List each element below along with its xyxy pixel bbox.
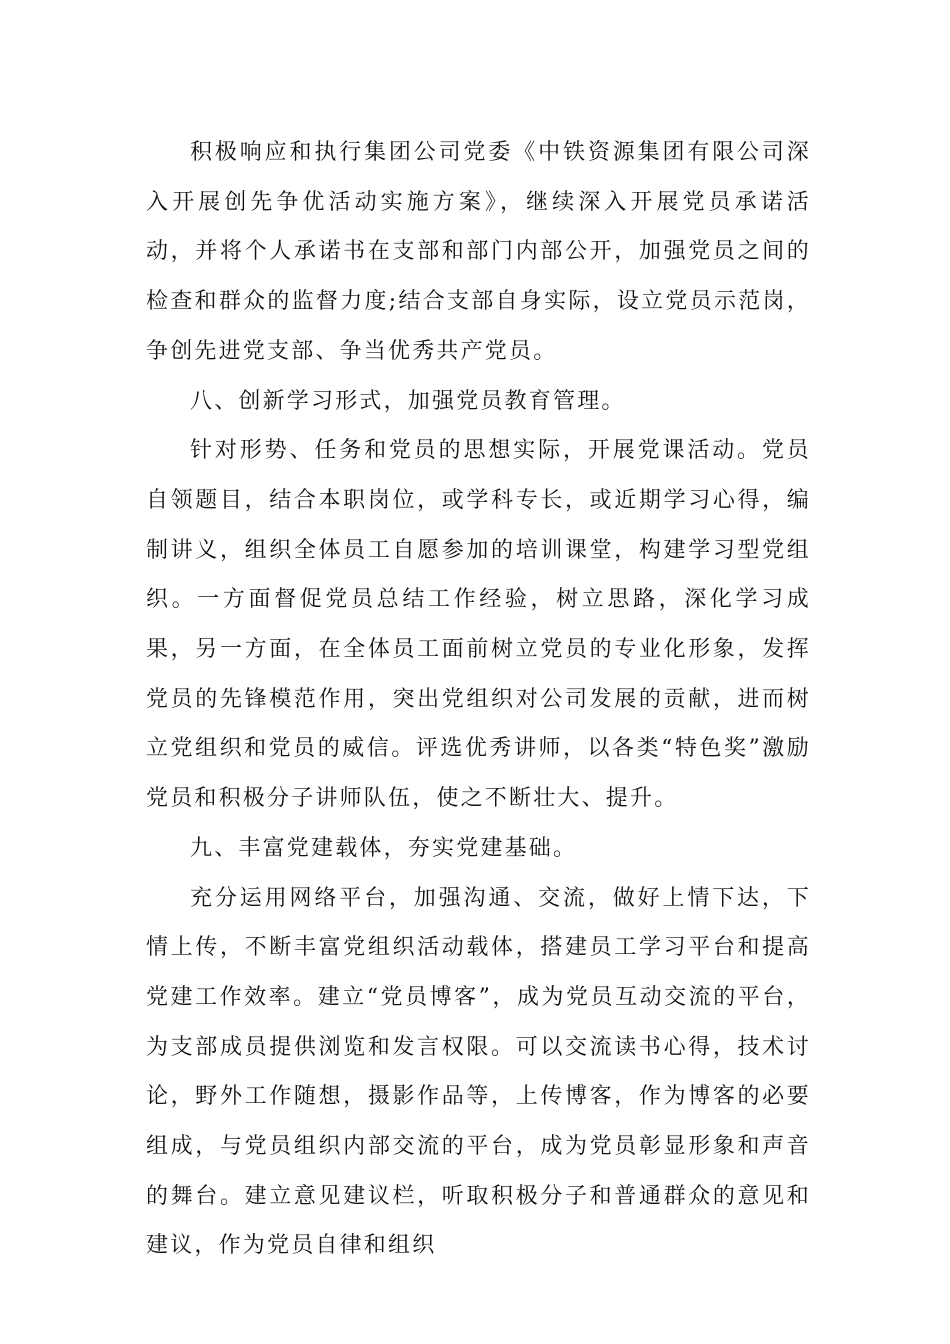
document-body [146, 128, 811, 1271]
paragraph-commitment: 积极响应和执行集团公司党委《中铁资源集团有限公司深入开展创先争优活动实施方案》，继续深入开展党员承诺活动，并将个人承诺书在支部和部门内部公开，加强党员之间的检查和群众的监督力度;结合支部自身实际，设立党员示范岗，争创先进党支部、争当优秀共产党员。 [146, 140, 811, 364]
paragraph-network-platform: 充分运用网络平台，加强沟通、交流，做好上情下达，下情上传，不断丰富党组织活动载体，搭建员工学习平台和提高党建工作效率。建立“党员博客”，成为党员互动交流的平台，为支部成员提供浏览和发言权限。可以交流读书心得，技术讨论，野外工作随想，摄影作品等，上传博客，作为博客的必要组成，与党员组织内部交流的平台，成为党员彰显形象和声音的舞台。建立意见建议栏，听取积极分子和普通群众的意见和建议，作为党员自律和组织 [146, 885, 811, 1259]
heading-section-8: 八、创新学习形式，加强党员教育管理。 [190, 388, 626, 414]
heading-section-9: 九、丰富党建载体，夯实党建基础。 [190, 835, 578, 861]
paragraph-party-lessons: 针对形势、任务和党员的思想实际，开展党课活动。党员自领题目，结合本职岗位，或学科专长，或近期学习心得，编制讲义，组织全体员工自愿参加的培训课堂，构建学习型党组织。一方面督促党员总结工作经验，树立思路，深化学习成果，另一方面，在全体员工面前树立党员的专业化形象，发挥党员的先锋模范作用，突出党组织对公司发展的贡献，进而树立党组织和党员的威信。评选优秀讲师，以各类“特色奖”激励党员和积极分子讲师队伍，使之不断壮大、提升。 [146, 438, 811, 812]
